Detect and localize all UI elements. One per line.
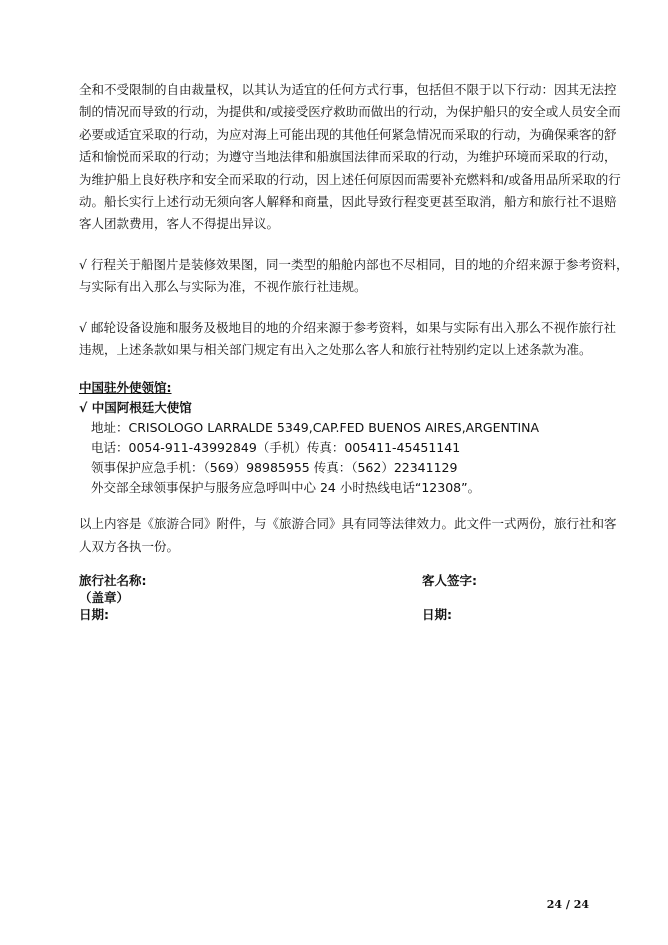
date-right-label: 日期: bbox=[422, 607, 452, 623]
seal-label: （盖章） bbox=[79, 590, 130, 606]
text-line: 制的情况而导致的行动，为提供和/或接受医疗救助而做出的行动，为保护船只的安全或人员安全而 bbox=[79, 104, 621, 120]
signature-row-dates bbox=[79, 605, 589, 622]
text-line: √ 行程关于船图片是装修效果图，同一类型的船舱内部也不尽相同，目的地的介绍来源于参考资料， bbox=[79, 256, 629, 272]
embassy-address: 地址：CRISOLOGO LARRALDE 5349,CAP.FED BUENOS AIRES,ARGENTINA bbox=[91, 420, 540, 436]
text-line: 为维护船上良好秩序和安全而采取的行动，因上述任何原因而需要补充燃料和/或备用品所采取的行 bbox=[79, 171, 621, 187]
text-line: 客人团款费用，客人不得提出异议。 bbox=[79, 216, 280, 232]
agency-name-label: 旅行社名称: bbox=[79, 573, 147, 589]
embassy-consular-phone: 领事保护应急手机：（569）98985955 传真：（562）22341129 bbox=[91, 460, 458, 476]
paragraph-captain-authority bbox=[79, 79, 621, 236]
embassy-phone: 电话：0054-911-43992849（手机）传真：005411-45451141 bbox=[91, 440, 461, 456]
page-number: 24 / 24 bbox=[546, 898, 589, 911]
customer-sign-label: 客人签字: bbox=[422, 573, 477, 589]
embassy-name: √ 中国阿根廷大使馆 bbox=[79, 400, 192, 416]
embassy-section-title: 中国驻外使领馆: bbox=[79, 380, 172, 396]
text-line: 必要或适宜采取的行动，为应对海上可能出现的其他任何紧急情况而采取的行动，为确保乘客的舒 bbox=[79, 126, 617, 142]
text-line: 动。船长实行上述行动无须向客人解释和商量，因此导致行程变更甚至取消，船方和旅行社不退赔 bbox=[79, 194, 617, 210]
paragraph-facilities bbox=[79, 317, 616, 362]
text-line: 违规，上述条款如果与相关部门规定有出入之处那么客人和旅行社特别约定以上述条款为准。 bbox=[79, 342, 592, 358]
paragraph-ship-images bbox=[79, 254, 629, 299]
text-line: 以上内容是《旅游合同》附件，与《旅游合同》具有同等法律效力。此文件一式两份，旅行社和客 bbox=[79, 516, 617, 532]
date-left-label: 日期: bbox=[79, 607, 109, 623]
text-line: √ 邮轮设备设施和服务及极地目的地的介绍来源于参考资料，如果与实际有出入那么不视作旅行社 bbox=[79, 319, 616, 335]
text-line: 人双方各执一份。 bbox=[79, 538, 180, 554]
text-line: 与实际有出入那么与实际为准，不视作旅行社违规。 bbox=[79, 279, 367, 295]
text-line: 适和愉悦而采取的行动；为遵守当地法律和船旗国法律而采取的行动，为维护环境而采取的行动， bbox=[79, 149, 617, 165]
closing-statement bbox=[79, 513, 617, 558]
text-line: 全和不受限制的自由裁量权，以其认为适宜的任何方式行事，包括但不限于以下行动：因其无法控 bbox=[79, 82, 617, 97]
signature-row-seal bbox=[79, 588, 589, 605]
embassy-hotline: 外交部全球领事保护与服务应急呼叫中心 24 小时热线电话“12308”。 bbox=[91, 480, 481, 496]
signature-row-names bbox=[79, 571, 589, 588]
document-body bbox=[79, 79, 629, 623]
